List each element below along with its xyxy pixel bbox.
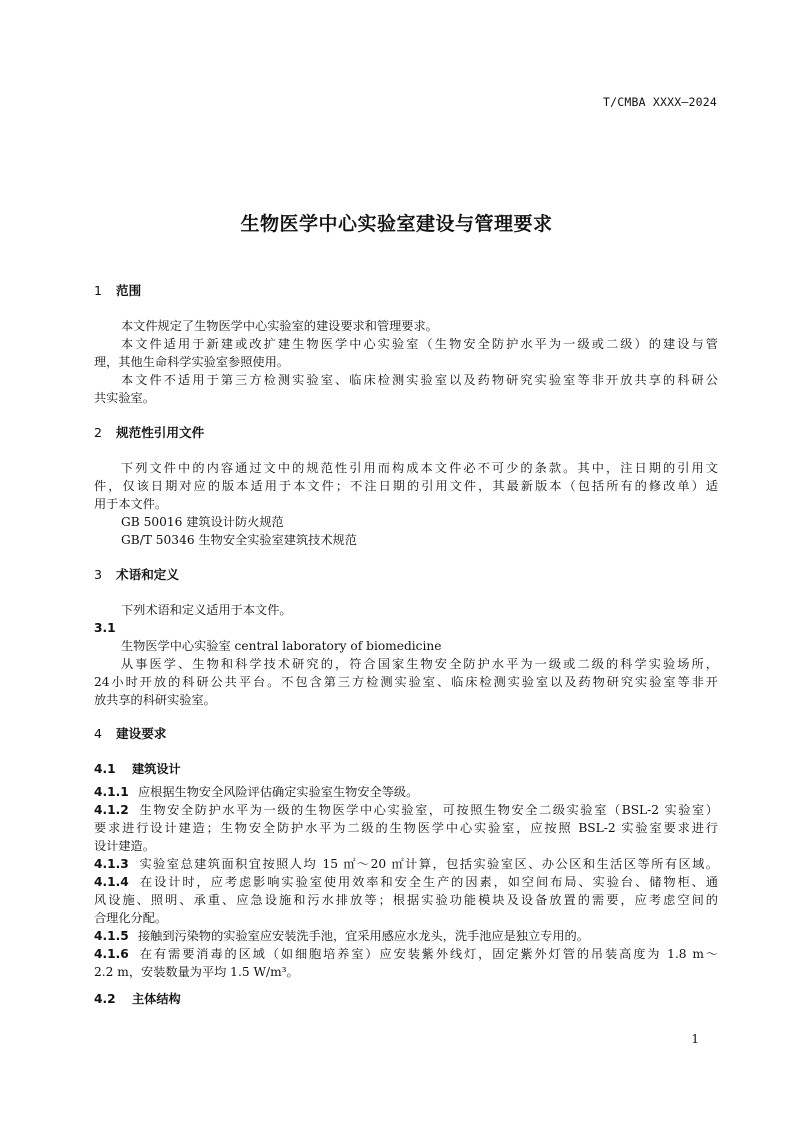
document-code: T/CMBA XXXX—2024 <box>603 95 717 109</box>
section-heading-terms: 3 术语和定义 <box>94 567 179 582</box>
reference-item: GB/T 50346 生物安全实验室建筑技术规范 <box>121 533 357 547</box>
term-definition: 放共享的科研实验室。 <box>94 693 216 707</box>
paragraph: 本文件不适用于第三方检测实验室、临床检测实验室以及药物研究实验室等非开放共享的科研公 <box>121 373 718 387</box>
clause: 4.1.5 接触到污染物的实验室应安装洗手池，宜采用感应水龙头，洗手池应是独立专用的。 <box>94 929 589 943</box>
subsection-heading: 4.1 建筑设计 <box>94 762 181 776</box>
paragraph: 理，其他生命科学实验室参照使用。 <box>94 355 289 369</box>
paragraph: 下列术语和定义适用于本文件。 <box>121 603 292 617</box>
paragraph: 下列文件中的内容通过文中的规范性引用而构成本文件必不可少的条款。其中，注日期的引用文 <box>121 461 718 475</box>
section-heading-normative-references: 2 规范性引用文件 <box>94 425 205 440</box>
paragraph: 件，仅该日期对应的版本适用于本文件；不注日期的引用文件，其最新版本（包括所有的修改单）适 <box>94 479 718 493</box>
section-heading-construction: 4 建设要求 <box>94 726 167 741</box>
paragraph: 本文件规定了生物医学中心实验室的建设要求和管理要求。 <box>121 319 438 333</box>
clause: 4.1.1 应根据生物安全风险评估确定实验室生物安全等级。 <box>94 785 419 799</box>
reference-item: GB 50016 建筑设计防火规范 <box>121 515 284 529</box>
clause: 4.1.6 在有需要消毒的区域（如细胞培养室）应安装紫外线灯，固定紫外灯管的吊装高度为 1.8 m～ <box>94 947 718 961</box>
section-heading-scope: 1 范围 <box>94 283 142 298</box>
term-entry: 生物医学中心实验室 central laboratory of biomedicine <box>121 639 442 653</box>
paragraph: 共实验室。 <box>94 391 155 405</box>
clause: 4.1.4 在设计时，应考虑影响实验室使用效率和安全生产的因素，如空间布局、实验台、储物柜、通 <box>94 875 718 889</box>
term-definition: 24小时开放的科研公共平台。不包含第三方检测实验室、临床检测实验室以及药物研究实验室等非开 <box>94 675 718 689</box>
term-number: 3.1 <box>94 621 116 635</box>
term-definition: 从事医学、生物和科学技术研究的，符合国家生物安全防护水平为一级或二级的科学实验场所， <box>121 657 718 671</box>
paragraph: 用于本文件。 <box>94 497 168 511</box>
clause: 4.1.3 实验室总建筑面积宜按照人均 15 ㎡～20 ㎡计算，包括实验室区、办公区和生活区等所有区域。 <box>94 857 718 871</box>
paragraph: 本文件适用于新建或改扩建生物医学中心实验室（生物安全防护水平为一级或二级）的建设与管 <box>121 337 718 351</box>
clause-continuation: 设计建造。 <box>94 839 155 853</box>
page-number: 1 <box>691 1032 699 1046</box>
clause-continuation: 要求进行设计建造；生物安全防护水平为二级的生物医学中心实验室，应按照 BSL-2 实验室要求进行 <box>94 821 718 835</box>
page-title: 生物医学中心实验室建设与管理要求 <box>240 213 553 235</box>
clause-continuation: 合理化分配。 <box>94 911 168 925</box>
clause-continuation: 2.2 m，安装数量为平均 1.5 W/m³。 <box>94 965 299 979</box>
clause: 4.1.2 生物安全防护水平为一级的生物医学中心实验室，可按照生物安全二级实验室（BSL-2 实验室） <box>94 803 718 817</box>
subsection-heading: 4.2 主体结构 <box>94 992 181 1006</box>
clause-continuation: 风设施、照明、承重、应急设施和污水排放等；根据实验功能模块及设备放置的需要，应考虑空间的 <box>94 893 718 907</box>
